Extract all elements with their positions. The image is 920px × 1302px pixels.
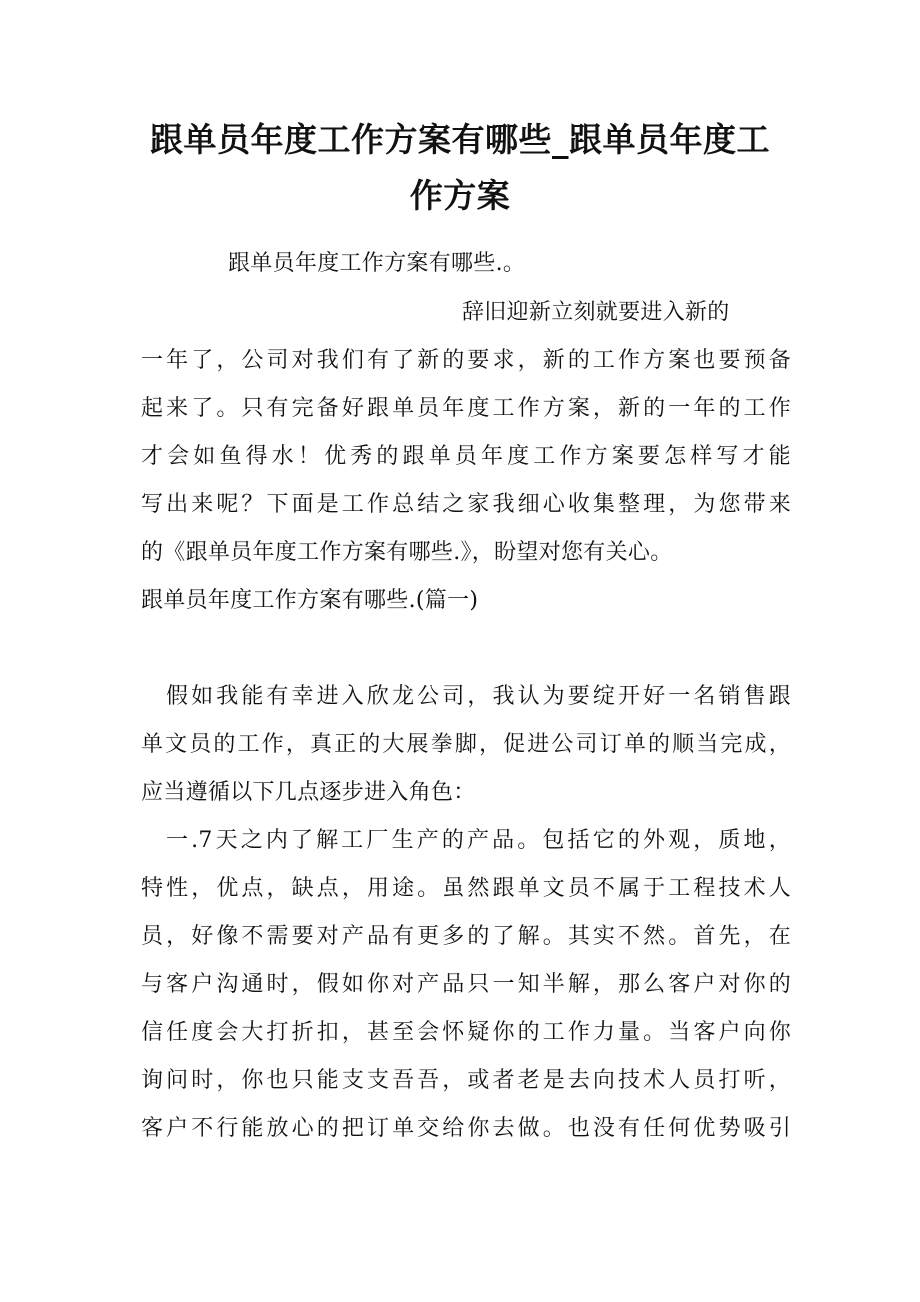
paragraph-line: 辞旧迎新立刻就要进入新的 bbox=[462, 300, 730, 325]
section-heading: 跟单员年度工作方案有哪些.(篇一) bbox=[141, 588, 479, 613]
paragraph-line: 单文员的工作，真正的大展拳脚，促进公司订单的顺当完成， bbox=[141, 732, 791, 757]
title-line-1: 跟单员年度工作方案有哪些_跟单员年度工 bbox=[150, 120, 770, 159]
paragraph-line: 假如我能有幸进入欣龙公司，我认为要绽开好一名销售跟 bbox=[166, 684, 791, 709]
document-title bbox=[120, 112, 800, 224]
paragraph-line: 信任度会大打折扣，甚至会怀疑你的工作力量。当客户向你 bbox=[141, 1020, 791, 1045]
paragraph-line: 写出来呢？下面是工作总结之家我细心收集整理，为您带来 bbox=[141, 492, 791, 517]
paragraph-line: 才会如鱼得水！优秀的跟单员年度工作方案要怎样写才能 bbox=[141, 444, 791, 469]
paragraph-line: 应当遵循以下几点逐步进入角色： bbox=[141, 780, 476, 805]
paragraph-line: 特性，优点，缺点，用途。虽然跟单文员不属于工程技术人 bbox=[141, 876, 791, 901]
paragraph-line: 客户不行能放心的把订单交给你去做。也没有任何优势吸引 bbox=[141, 1116, 791, 1141]
intro-heading-line: 跟单员年度工作方案有哪些.。 bbox=[228, 251, 526, 276]
paragraph-line: 一.7天之内了解工厂生产的产品。包括它的外观，质地， bbox=[166, 828, 791, 853]
paragraph-line: 起来了。只有完备好跟单员年度工作方案，新的一年的工作 bbox=[141, 396, 791, 421]
paragraph-line: 的《跟单员年度工作方案有哪些.》，盼望对您有关心。 bbox=[141, 540, 673, 565]
paragraph-line: 员，好像不需要对产品有更多的了解。其实不然。首先，在 bbox=[141, 924, 791, 949]
paragraph-line: 与客户沟通时，假如你对产品只一知半解，那么客户对你的 bbox=[141, 972, 791, 997]
title-line-2: 作方案 bbox=[409, 176, 511, 215]
paragraph-line: 询问时，你也只能支支吾吾，或者老是去向技术人员打听， bbox=[141, 1068, 791, 1093]
paragraph-line: 一年了，公司对我们有了新的要求，新的工作方案也要预备 bbox=[141, 348, 791, 373]
